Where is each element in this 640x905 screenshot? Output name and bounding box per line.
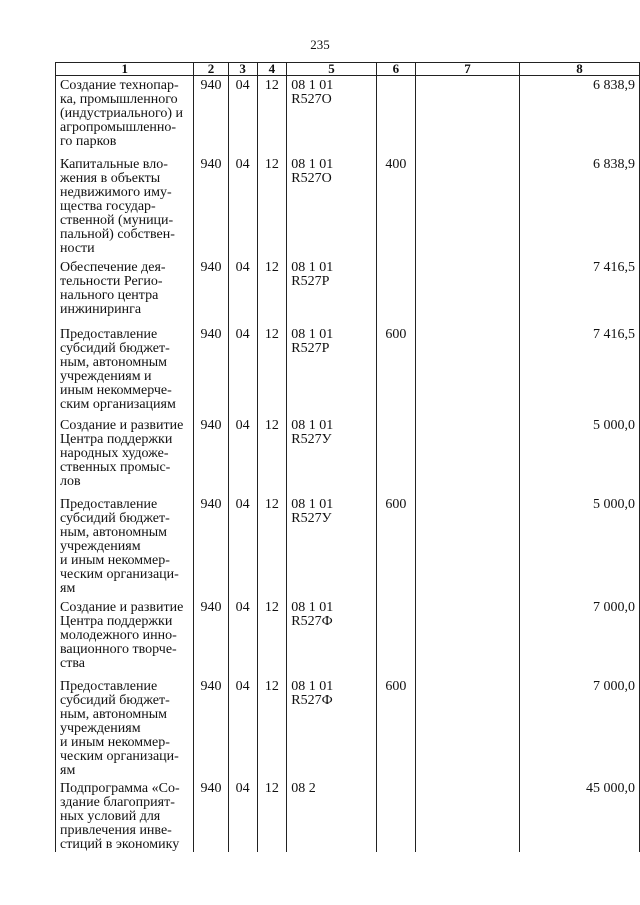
page-number: 235 <box>310 37 330 52</box>
table-row <box>56 155 640 258</box>
cell-expense-type: 600 <box>376 677 415 779</box>
cell-target-code: 08 1 01 R527О <box>287 155 377 258</box>
cell-section: 04 <box>228 76 257 155</box>
cell-col7 <box>416 325 520 416</box>
table-row <box>56 76 640 155</box>
cell-ministry: 940 <box>194 779 228 852</box>
cell-expense-type <box>376 76 415 155</box>
cell-target-code: 08 1 01 R527Р <box>287 325 377 416</box>
cell-subsection: 12 <box>257 416 287 495</box>
cell-subsection: 12 <box>257 325 287 416</box>
cell-col7 <box>416 76 520 155</box>
row-name: Создание и развитие Центра поддержки народных художе- ственных промыс- лов <box>56 416 194 495</box>
cell-ministry: 940 <box>194 155 228 258</box>
cell-subsection: 12 <box>257 76 287 155</box>
cell-col7 <box>416 598 520 677</box>
cell-section: 04 <box>228 598 257 677</box>
row-name: Капитальные вло- жения в объекты недвижимого иму- щества государ- ственной (муници- пальной) собствен- ности <box>56 155 194 258</box>
cell-subsection: 12 <box>257 495 287 598</box>
col-header: 7 <box>416 63 520 76</box>
col-header: 2 <box>194 63 228 76</box>
cell-col7 <box>416 416 520 495</box>
cell-amount: 6 838,9 <box>520 76 640 155</box>
cell-target-code: 08 1 01 R527У <box>287 495 377 598</box>
cell-section: 04 <box>228 155 257 258</box>
cell-ministry: 940 <box>194 598 228 677</box>
cell-target-code: 08 1 01 R527Р <box>287 258 377 325</box>
cell-amount: 6 838,9 <box>520 155 640 258</box>
cell-col7 <box>416 258 520 325</box>
cell-amount: 7 416,5 <box>520 325 640 416</box>
cell-amount: 5 000,0 <box>520 416 640 495</box>
cell-expense-type <box>376 416 415 495</box>
cell-section: 04 <box>228 416 257 495</box>
cell-ministry: 940 <box>194 76 228 155</box>
cell-ministry: 940 <box>194 258 228 325</box>
col-header: 1 <box>56 63 194 76</box>
row-name: Предоставление субсидий бюджет- ным, автономным учреждениям и иным некоммер- ческим организаци- ям <box>56 677 194 779</box>
cell-section: 04 <box>228 779 257 852</box>
table-row <box>56 325 640 416</box>
cell-expense-type <box>376 779 415 852</box>
cell-expense-type <box>376 258 415 325</box>
table-row <box>56 677 640 779</box>
cell-expense-type <box>376 598 415 677</box>
cell-subsection: 12 <box>257 598 287 677</box>
cell-amount: 7 000,0 <box>520 598 640 677</box>
cell-col7 <box>416 495 520 598</box>
table-row <box>56 416 640 495</box>
cell-ministry: 940 <box>194 416 228 495</box>
row-name: Обеспечение дея- тельности Регио- нального центра инжиниринга <box>56 258 194 325</box>
cell-expense-type: 600 <box>376 495 415 598</box>
cell-col7 <box>416 779 520 852</box>
col-header: 4 <box>257 63 287 76</box>
cell-amount: 7 000,0 <box>520 677 640 779</box>
row-name: Создание и развитие Центра поддержки молодежного инно- вационного творче- ства <box>56 598 194 677</box>
cell-section: 04 <box>228 325 257 416</box>
cell-expense-type: 600 <box>376 325 415 416</box>
cell-section: 04 <box>228 677 257 779</box>
cell-col7 <box>416 155 520 258</box>
col-header: 6 <box>376 63 415 76</box>
col-header: 3 <box>228 63 257 76</box>
row-name: Подпрограмма «Со- здание благоприят- ных условий для привлечения инве- стиций в экономику <box>56 779 194 852</box>
cell-ministry: 940 <box>194 495 228 598</box>
row-name: Предоставление субсидий бюджет- ным, автономным учреждениям и иным некоммерче- ским организациям <box>56 325 194 416</box>
cell-expense-type: 400 <box>376 155 415 258</box>
budget-table <box>55 62 640 852</box>
cell-col7 <box>416 677 520 779</box>
cell-target-code: 08 1 01 R527Ф <box>287 598 377 677</box>
cell-section: 04 <box>228 258 257 325</box>
row-name: Предоставление субсидий бюджет- ным, автономным учреждениям и иным некоммер- ческим организаци- ям <box>56 495 194 598</box>
cell-target-code: 08 1 01 R527Ф <box>287 677 377 779</box>
cell-target-code: 08 1 01 R527О <box>287 76 377 155</box>
cell-subsection: 12 <box>257 779 287 852</box>
cell-amount: 45 000,0 <box>520 779 640 852</box>
table-row <box>56 598 640 677</box>
cell-ministry: 940 <box>194 677 228 779</box>
table-row <box>56 258 640 325</box>
cell-amount: 5 000,0 <box>520 495 640 598</box>
cell-subsection: 12 <box>257 258 287 325</box>
cell-target-code: 08 2 <box>287 779 377 852</box>
col-header: 5 <box>287 63 377 76</box>
cell-subsection: 12 <box>257 677 287 779</box>
cell-target-code: 08 1 01 R527У <box>287 416 377 495</box>
table-row <box>56 495 640 598</box>
cell-ministry: 940 <box>194 325 228 416</box>
row-name: Создание технопар- ка, промышленного (индустриального) и агропромышленно- го парков <box>56 76 194 155</box>
table-row <box>56 779 640 852</box>
header-row <box>56 63 640 76</box>
cell-section: 04 <box>228 495 257 598</box>
col-header: 8 <box>520 63 640 76</box>
cell-subsection: 12 <box>257 155 287 258</box>
cell-amount: 7 416,5 <box>520 258 640 325</box>
